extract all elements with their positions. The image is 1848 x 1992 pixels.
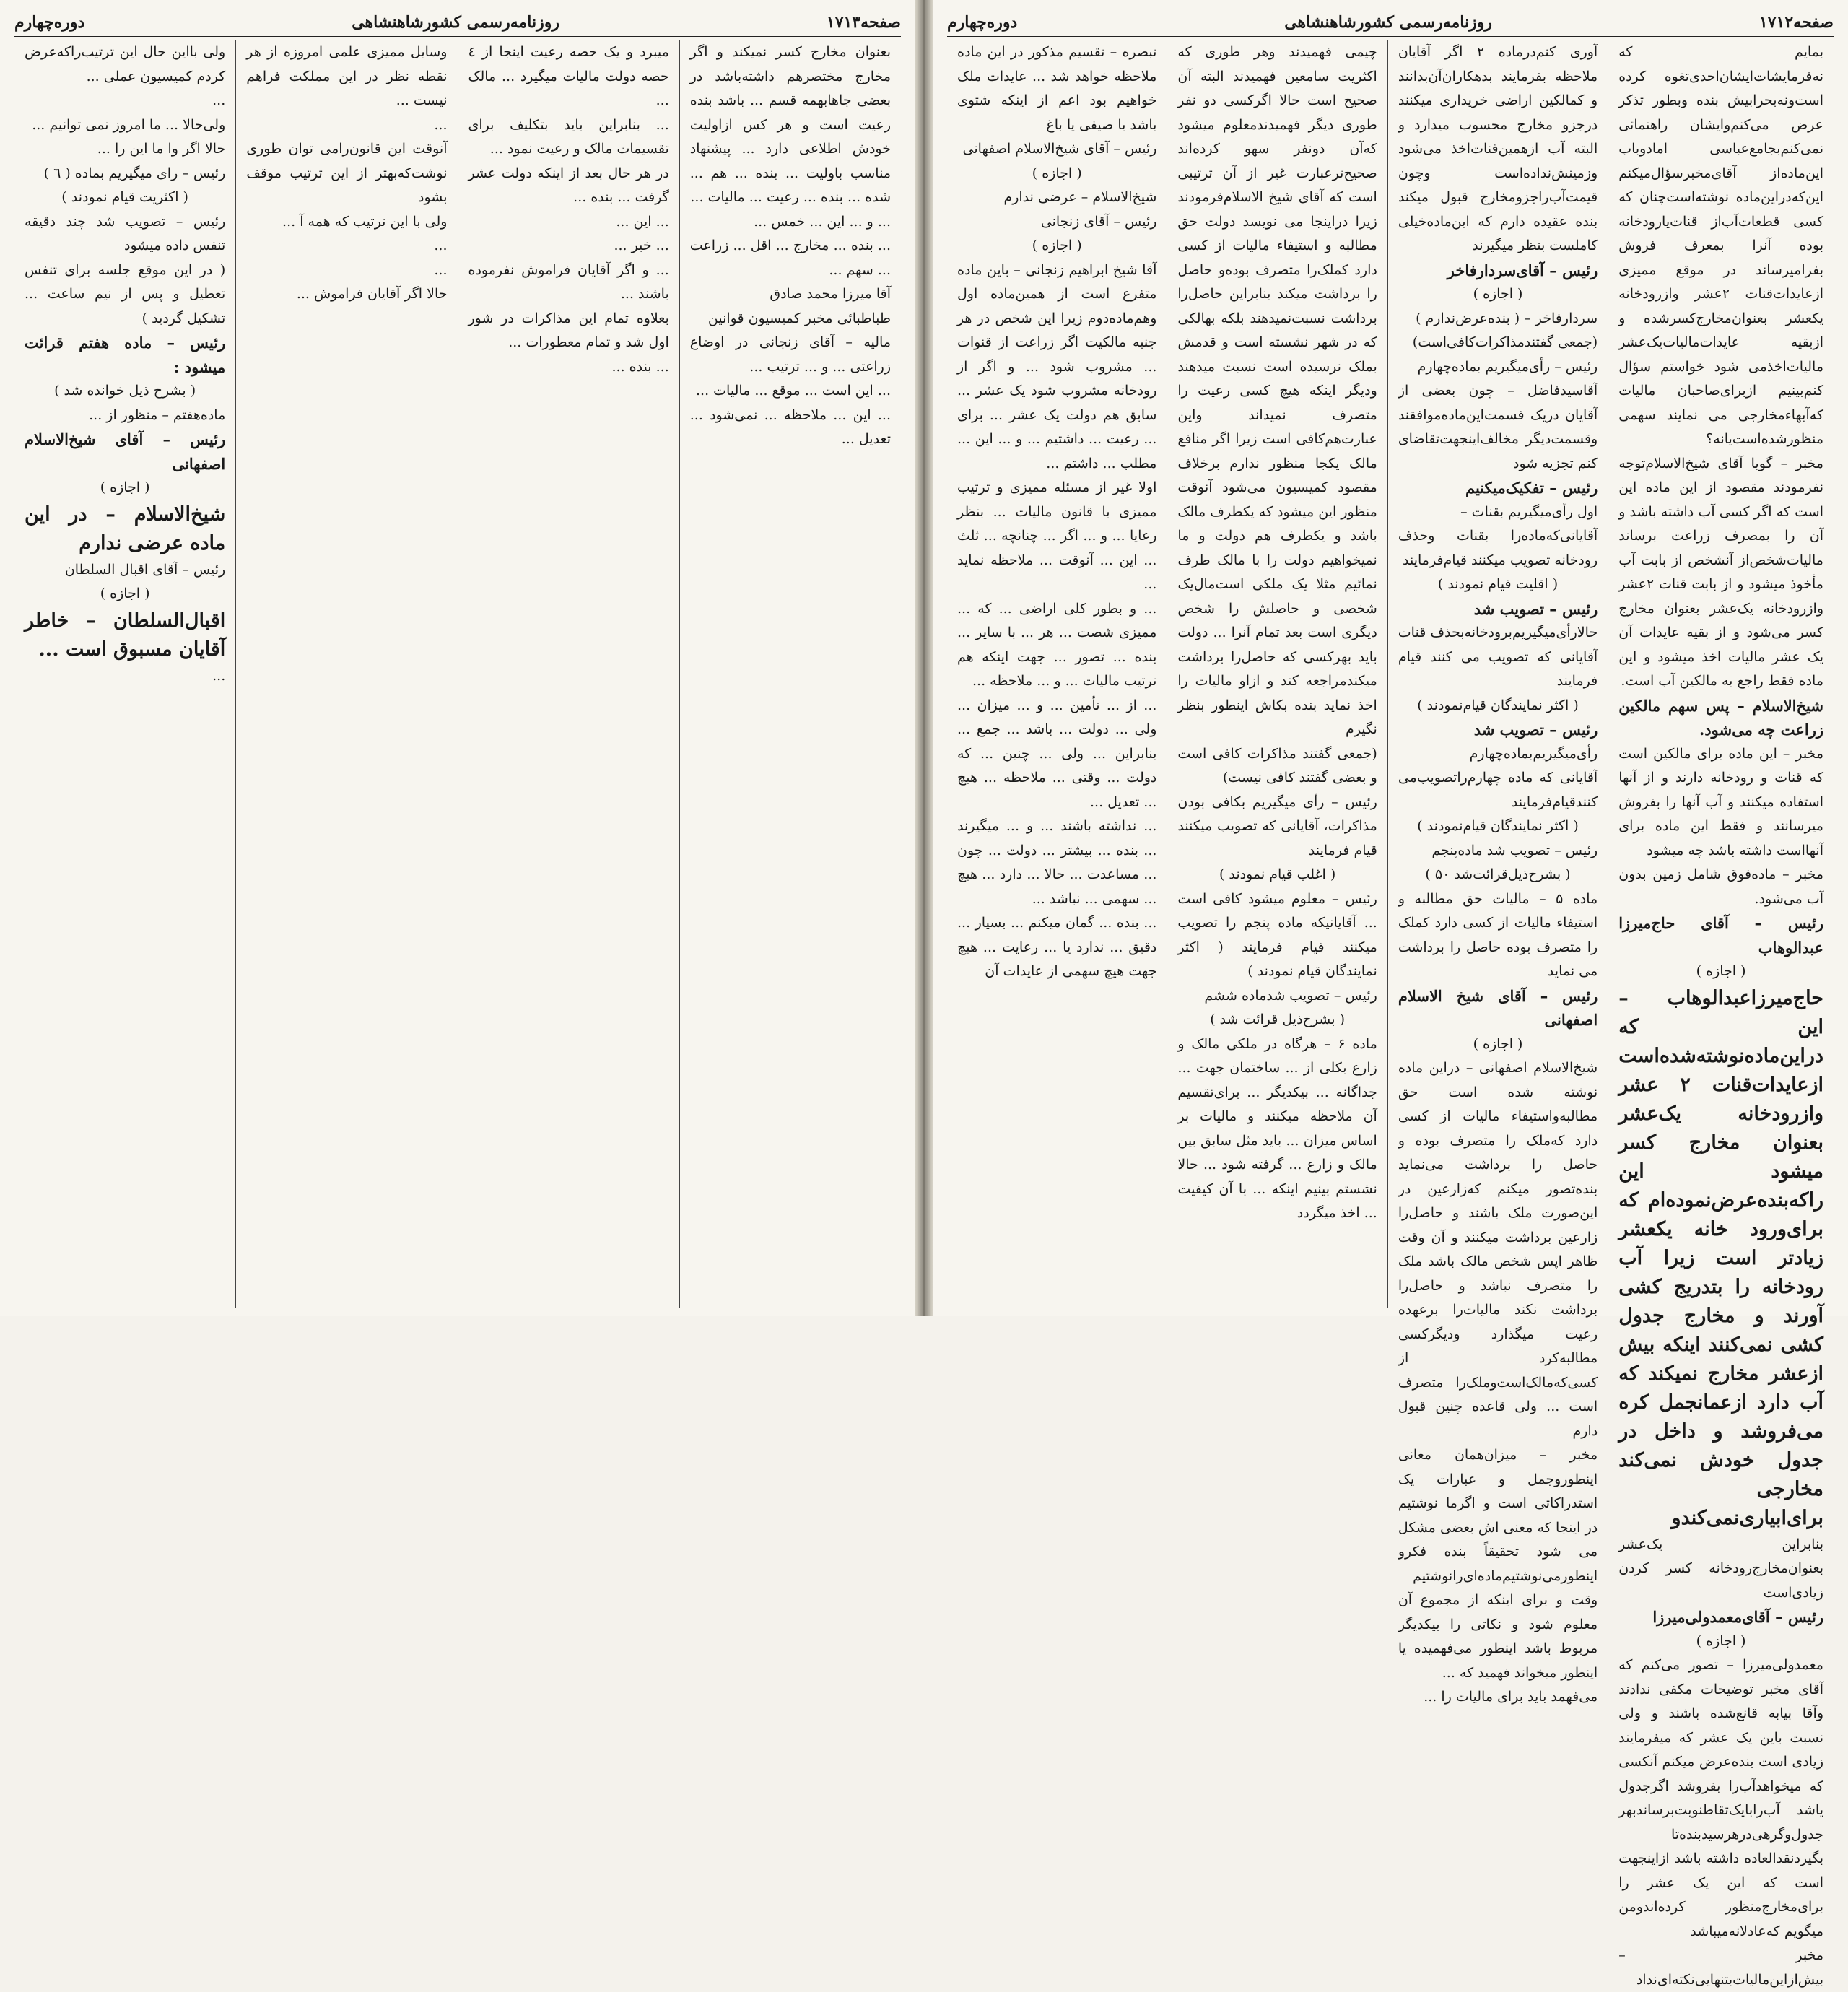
paragraph: ... — [212, 667, 226, 684]
paragraph: رئیس – آقای زنجانی — [1040, 213, 1157, 230]
paragraph: ... از ... تأمین ... و ... میزان ... ولی ... دولت ... باشد ... جمع ... بنابراین ... ولی ... چنین ... که دولت ... وقتی ... ملاحظه ... هیچ ... تعدیل ... — [957, 697, 1157, 810]
paragraph: رئیس – معلوم میشود کافی است ... آقایانیکه ماده پنجم را تصویب میکنند قیام فرمایند ( اکثر نمایندگان قیام نمودند ) — [1177, 890, 1377, 979]
paragraph: اقبال‌السلطان – خاطر آقایان مسبوق است ... — [25, 609, 226, 661]
paragraph: ( اجازه ) — [100, 586, 150, 601]
paragraph: رئیس – تصویب شد‌ماده ششم — [1204, 987, 1377, 1004]
paragraph: آوری کنم‌درماده ۲ اگر آقایان ملاحظه بفرمایند بدهکاران‌آن‌بدانند و کمالکین اراضی خریداری میکنند درجزو مخارج محسوب میدارد و البته آب ازهمین‌قنات‌اخذ می‌شود وزمینش‌نداده‌است وچون قیمت‌آب‌راجزومخارج قبول میکند بنده عقیده دارم که این‌ماده‌خیلی کاملست بنظر میگیرند — [1398, 44, 1598, 253]
paragraph: ... این ... — [616, 213, 669, 230]
right-page — [933, 0, 1848, 1988]
right-page-period: دوره‌چهارم — [947, 13, 1018, 32]
right-column-2 — [1387, 40, 1608, 1705]
paragraph: شیخ‌الاسلام – عرضی ندارم — [1003, 189, 1157, 205]
left-page-period: دوره‌چهارم — [14, 13, 85, 32]
paragraph: ماده‌هفتم – منظور از ... — [89, 406, 226, 423]
paragraph: طباطبائی مخبر کمیسیون قوانین — [707, 310, 891, 326]
paragraph: رئیس – ماده هفتم قرائت میشود : — [25, 334, 226, 376]
paragraph: حالا اگر آقایان فراموش ... — [296, 286, 448, 302]
paragraph: شیخ‌الاسلام اصفهانی – دراین ماده نوشته شده است حق مطالبه‌واستیفاء مالیات از کسی دارد که‌ملک را متصرف بوده و حاصل را برداشت می‌نماید بنده‌تصور میکنم که‌زارعین در این‌صورت ملک باشند و حاصل‌را زارعین برداشت میکنند و آن‌ وقت ظاهر اپس شخص مالک باشد ملک را متصرف نباشد و حاصل‌را ‌برداشت نکند مالیات‌را برعهده‌ ‌رعیت میگذارد ودیگرکسی مطالبه‌کرد از کسی‌که‌مالک‌است‌و‌ملک‌را متصرف است‌ ... ولی قاعده چنین قبول دارم — [1398, 1060, 1598, 1439]
paragraph: ( بشرح ذیل خوانده شد ) — [54, 383, 196, 399]
right-page-columns — [947, 40, 1834, 1988]
paragraph: مخبر – این ماده برای مالکین است که قنات و رودخانه دارند و از آنها استفاده میکنند و آب آنها را بفروش میرسانند و فقط این ماده برای آنهااست داشته باشد چه میشود — [1618, 745, 1823, 858]
left-page-paper-name: روزنامه‌رسمی کشورشاهنشاهی — [352, 13, 559, 32]
paragraph: ( بشرح‌ذیل‌قرائت‌شد ۵۰ ) — [1425, 866, 1571, 882]
paragraph: اول رأی‌میگیریم بقنات – — [1460, 503, 1598, 520]
paragraph: رئیس – رأی‌میگیریم بماده‌چهارم — [1417, 358, 1598, 375]
paragraph: مالیه – آقای زنجانی در اوضاع زراعتی ... و ... ترتیب ... — [689, 334, 891, 375]
paragraph: تبصره – تقسیم مذکور در این ماده ملاحظه خواهد شد ... عایدات ملک خواهیم بود اعم از اینکه شتوی باشد یا صیفی یا باغ — [957, 44, 1157, 133]
paragraph: رئیس – تصویب شد — [1473, 721, 1598, 739]
paragraph: رئیس – آقای شیخ‌الاسلام اصفهانی — [25, 430, 226, 473]
paragraph: ( اجازه ) — [100, 479, 150, 495]
paragraph: رئیس – تصویب شد چند دقیقه تنفس داده میشود — [25, 213, 226, 253]
paragraph: آقایانی‌که‌ماده‌را بقنات وحذف رودخانه تصویب میکنند قیام‌فرمایند — [1398, 528, 1598, 568]
paragraph: ( در این موقع جلسه برای تنفس تعطیل و پس از نیم ساعت ... تشکیل گردید ) — [25, 261, 226, 326]
left-column-2 — [458, 40, 679, 1308]
paragraph: ... و اگر آقایان فراموش نفرموده باشند ... — [468, 261, 669, 302]
book-gutter — [915, 0, 933, 1316]
paragraph: رأی‌میگیریم‌بماده‌چهارم — [1469, 745, 1598, 762]
paragraph: رئیس – آقای‌سردارفاخر — [1447, 261, 1598, 279]
paragraph: بعلاوه تمام این مذاکرات در شور اول شد و تمام معطورات ... — [468, 310, 669, 350]
paragraph: ولی بااین حال این ترتیب‌راکه‌عرض کردم کمیسیون عملی ... — [25, 44, 226, 84]
right-column-4 — [947, 40, 1167, 1308]
paragraph: ... خیر ... — [614, 238, 669, 253]
left-page-columns — [14, 40, 901, 1308]
paragraph: سردارفاخر – ( بنده‌عرض‌ندارم ) — [1416, 310, 1598, 326]
left-page-header — [14, 10, 901, 37]
paragraph: ... — [434, 116, 448, 133]
paragraph: مخبر – گویا آقای شیخ‌الاسلام‌توجه نفرمودند مقصود از این ماده این است که اگر کسی آب داشته باشد و آن را بمصرف زراعت برساند مالیات‌شخص‌از آنشخص از بابت آب مأخوذ میشود و از بابت قنات ۲عشر وازرودخانه یک‌عشر بعنوان مخارج کسر می‌شود و از بقیه عایدات آن یک عشر مالیات اخذ میشود و این ماده فقط راجع به مالکین آب است. — [1618, 455, 1823, 689]
paragraph: ( اجازه ) — [1696, 1632, 1746, 1649]
paragraph: ... بنده ... گمان میکنم ... بسیار ... دقیق ... ندارد یا ... رعایت ... هیچ جهت هیچ سهمی از عایدات آن — [957, 915, 1157, 979]
paragraph: وسایل ممیزی علمی امروزه از هر نقطه نظر در این مملکت فراهم نیست ... — [246, 44, 448, 108]
left-column-1 — [679, 40, 901, 1308]
paragraph: ... و بطور کلی اراضی ... که ... ممیزی شصت ... هر ... با سایر ... بنده ... تصور ... جهت اینکه هم ترتیب مالیات ... و ... ملاحظه ... — [957, 600, 1157, 689]
paragraph: مخبر – ماده‌فوق شامل زمین بدون آب می‌شود. — [1618, 866, 1823, 907]
paragraph: ... بنده ... مخارج ... اقل ... زراعت ... سهم ... — [689, 238, 891, 278]
paragraph: رئیس – آقای شیخ الاسلام اصفهانی — [1398, 986, 1598, 1029]
right-page-paper-name: روزنامه‌رسمی کشورشاهنشاهی — [1284, 13, 1492, 32]
paragraph: ( اجازه ) — [1032, 165, 1082, 181]
paragraph: بنابراین یک‌عشر بعنوان‌مخارج‌رودخانه کسر کردن زیادی‌است — [1618, 1536, 1823, 1601]
paragraph: مخبر – بیش‌ازاین‌مالیات‌بتنهایی‌نکته‌ای‌نداد — [1618, 1947, 1823, 1988]
paragraph: آقا میرزا محمد صادق — [770, 286, 891, 302]
left-column-4 — [14, 40, 235, 1308]
paragraph: بمایم که نه‌فرمایشات‌ایشان‌احدی‌تغوه کرده است‌و‌نه‌بحرابیش بنده وبطور تذکر عرض می‌کنم‌وایشان راهنمائی نمی‌کنم‌بجامع‌عباسی امادوباب این‌ماده‌از آقای‌مخبر‌سؤال‌میکنم این‌که‌دراین‌ماده نوشته‌است‌چنان که کسی قطعات‌آب‌از قنات‌یارودخانه بوده آنرا بمعرف فروش بفرامیرساند در موقع ممیزی ازعایدات‌قنات ۲عشر وازرودخانه یکعشر بعنوان‌مخارج‌کسرشده و ازبقیه عایدات‌مالیات‌یک‌عشر مالیات‌اخذمی شود خواستم سؤال کنم‌بینیم ازبرای‌صاحبان مالیات که‌آبهاءمخارجی می نمایند سهمی منظور‌شده‌است‌یانه؟ — [1618, 44, 1823, 447]
paragraph: چیمی فهمیدند وهر طوری که اکثریت سامعین فهمیدند البته آن صحیح است حالا اگرکسی دو نفر طوری دیگر فهمیدند‌معلوم میشود که‌آن دونفر سهو کرده‌اند صحیح‌ترعبارت غیر از آن ترتیبی است که آقای شیخ ‌الاسلام‌فرمودند زیرا دراینجا می نویسد دولت حق مطالبه و استیفاء مالیات از کسی دارد کملک‌را متصرف بوده‌و حاصل را برداشت میکند بنابراین حاصل‌را برداشت نسبت‌نمیدهند‌ بلکه بهالکی که در شهر نشسته است و قدمش بملک نرسیده است نسبت میدهند ودیگر اینکه هیچ کسی رعیت را متصرف نمیداند واین عبارت‌هم‌کافی است زیرا اگر منافع مالک یکجا منظور ندارم برخلاف مقصود کمیسیون می‌شود آنوقت منظور این میشود که یکطرف مالک باشد و یکطرف هم دولت و ما نمیخواهیم دولت را با مالک طرف نمائیم مثلا یک ملکی است‌مال‌یک شخصی و حاصلش را شخص دیگری است بعد تمام‌ آنرا ... دولت باید بهرکسی که حاصل‌را برداشت میکندمراجعه کند و ازاو مالیات را اخذ نماید بنده بکاش اینطور بنظر نگیرم — [1177, 44, 1377, 737]
paragraph: ماده ۵ – مالیات حق مطالبه و استیفاء مالیات از کسی دارد کملک را متصرف بوده حاصل را برداشت می نماید — [1398, 890, 1598, 979]
paragraph: ... نداشته باشند ... و ... میگیرند ... بنده ... بیشتر ... دولت ... چون ... مساعدت ... حالا ... دارد ... هیچ ... سهمی ... نباشد ... — [957, 818, 1157, 907]
paragraph: ( اکثر نمایندگان قیام‌نمودند ) — [1417, 818, 1579, 834]
paragraph: رئیس – رأی میگیریم بکافی بودن مذاکرات، آقایانی که تصویب میکنند قیام فرمایند — [1177, 793, 1377, 858]
paragraph: بعنوان مخارج کسر نمیکند و اگر مخارج مختصرهم داشته‌باشد در بعضی جاهابهمه قسم ... باشد بنده رعیت است و هر کس ازاولیت خودش اطلاعی دارد ... پیشنهاد مناسب باولیت ... بنده ... هم ... شده ... بنده ... رعیت ... مالیات ... — [689, 44, 891, 205]
paragraph: حاج‌میرزا‌عبدالوهاب – این که دراین‌ماده‌نوشته‌شده‌است ازعایدات‌قنات ۲ عشر وازرودخانه یک‌عشر بعنوان مخارج کسر میشود این راکه‌بنده‌عرض‌نموده‌ام که برای‌ورود خانه یکعشر زیادتر است زیرا آب رودخانه را بتدریج کشی آورند و مخارج جدول کشی نمی‌کنند اینکه بیش ازعشر مخارج نمیکند که آب دارد ازعمانجمل کره می‌فروشد و داخل در جدول خودش نمی‌کند مخارجی برای‌ابیاری‌نمی‌کند‌و — [1618, 986, 1823, 1529]
paragraph: ( اکثر نمایندگان قیام‌نمودند ) — [1417, 697, 1579, 713]
right-page-number: صفحه۱۷۱۲ — [1758, 13, 1834, 32]
paragraph: ... — [212, 92, 226, 108]
paragraph: ... این ... ملاحظه ... نمی‌شود ... تعدیل ... — [689, 406, 891, 447]
left-column-3 — [235, 40, 457, 1308]
paragraph: رئیس – آقای شیخ‌الاسلام اصفهانی — [962, 141, 1157, 157]
paragraph: حالا اگر وا ما این را ... — [97, 141, 226, 157]
paragraph: حالارأی‌میگیریم‌برود‌خانه‌بحذف قنات آقایانی که تصویب می کنند قیام فرمایند — [1398, 625, 1598, 689]
paragraph: رئیس – آقای حاج‌میرزا عبدالوهاب — [1618, 914, 1823, 957]
left-page-number: صفحه۱۷۱۳ — [826, 13, 901, 32]
paragraph: ماده ۶ – هرگاه در ملکی مالک و زارع بکلی از ... ساختمان جهت ... جداگانه ... بیکدیگر ... برای‌تقسیم آن ملاحظه میکنند و مالیات بر اساس میزان ... باید مثل سابق بین مالک و زارع ... گرفته شود ... حالا نشستم بینیم اینکه ... با آن کیفیت ... اخذ میگردد — [1177, 1035, 1377, 1221]
paragraph: آنوقت این قانون‌رامی توان طوری نوشت‌که‌بهتر از این ترتیب موقف بشود — [246, 141, 448, 205]
paragraph: میبرد و یک حصه رعیت اینجا از ٤ حصه دولت مالیات میگیرد ... مالک ... — [468, 44, 669, 108]
paragraph: ولی‌حالا ... ما امروز نمی توانیم ... — [32, 116, 226, 133]
paragraph: رئیس – تصویب شد ماده‌پنجم — [1431, 842, 1598, 858]
left-page — [0, 0, 915, 1316]
right-column-3 — [1167, 40, 1387, 1308]
paragraph: در هر حال بعد از اینکه دولت عشر گرفت ... بنده ... — [468, 165, 669, 205]
paragraph: رئیس – آقای‌معمدولی‌میرزا — [1652, 1608, 1823, 1626]
paragraph: ( بشرح‌ذیل قرائت شد ) — [1210, 1012, 1345, 1027]
paragraph: اولا غیر از مسئله ممیزی و ترتیب ممیزی با قانون مالیات ... بنظر رعایا ... و ... اگر ... چنانچه ... ثلث ... این ... آنوقت ... ملاحظه نماید ... — [957, 479, 1157, 592]
paragraph: ( اجازه ) — [1696, 963, 1746, 979]
paragraph: شیخ‌الاسلام – پس سهم مالکین زراعت چه می‌شود. — [1618, 696, 1823, 739]
paragraph: می‌فهمد باید برای‌ مالیات‌ را ... — [1424, 1689, 1598, 1705]
paragraph: ( اجازه ) — [1473, 286, 1523, 302]
paragraph: معمدولی‌میرزا – تصور می‌کنم که آقای مخبر توضیحات مکفی ندادند وآقا بیابه قانع‌شده باشند و ولی نسبت باین یک عشر که میفرمایند زیادی است بنده‌عرض میکنم آنکسی که میخواهدآب‌را بفروشد اگرجدول یا‌شد آب‌رابایک‌تقاطنوبت‌برساندبهر جدول‌وگرهی‌درهرسید‌بنده‌تا بگیرد‌نقدالعاده داشته باشد ازاینجهت است که این یک عشر را برای‌مخارج‌منظور کرده‌اند‌ومن میگویم که‌عادلانه‌میباشد — [1618, 1657, 1823, 1939]
paragraph: ... — [434, 261, 448, 278]
paragraph: ... این است ... موقع ... مالیات ... — [696, 383, 891, 399]
paragraph: ( اجازه ) — [1473, 1035, 1523, 1052]
paragraph: ( اکثریت قیام نمودند ) — [61, 189, 188, 205]
paragraph: ... بنده ... — [611, 358, 669, 375]
paragraph: شیخ‌الاسلام – در این ماده عرضی ندارم — [25, 503, 226, 554]
paragraph: ( اغلب قیام نمودند ) — [1219, 866, 1336, 882]
paragraph: آقا‌سید‌فاضل – چون بعضی از آقایان دریک قسمت‌این‌ماده‌موافقند وقسمت‌دیگر مخالف‌اینجهت‌تقاضا‌ی کنم تجزیه شود — [1398, 383, 1598, 471]
right-page-header — [947, 10, 1834, 37]
paragraph: ( اجازه ) — [1032, 238, 1082, 253]
paragraph: ولی با این ترتیب که همه آ ... — [282, 213, 448, 230]
paragraph: رئیس – آقای اقبال السلطان — [64, 561, 226, 578]
paragraph: رئیس – تفکیک‌میکنیم — [1465, 479, 1598, 497]
paragraph: آقا شیخ ابراهیم زنجانی – باین ماده متفرع است از همین‌ماده اول وهم‌ماده‌دوم زیرا این شخص در هر جنبه مالکیت اگر زراعت از قنوات ... مشروب شود ... و اگر از رودخانه مشروب شود یک عشر ... سابق هم دولت یک عشر ... برای ... رعیت ... داشتیم ... و ... این ... مطلب ... داشتم ... — [957, 261, 1157, 471]
paragraph: مخبر – میزان‌همان معانی اینطوروجمل و عبارات یک استدراکاتی است و اگرما نوشتیم در اینجا که معنی اش بعضی مشکل می شود تحقیقاً بنده فکرو اینطور‌می‌نوشتیم‌ماده‌ای‌را‌نوشتیم وقت‌ و برای اینکه از مجموع‌ آن‌ معلوم‌ شود و نکاتی را بیکدیگر مربوط باشد اینطور می‌فهمیده یا اینطور میخواند فهمید که ... — [1398, 1447, 1598, 1681]
paragraph: آقایانی که ماده چهارم‌را‌تصویب‌می کنندقیام‌فرمایند — [1398, 770, 1598, 810]
paragraph: ... — [434, 238, 448, 253]
paragraph: ... و ... این ... خمس ... — [754, 213, 891, 230]
paragraph: (جمعی گفتند‌مذاکرات‌کافی‌است) — [1412, 334, 1598, 350]
paragraph: (جمعی گفتند مذاکرات کافی است و بعضی گفتند کافی نیست) — [1177, 745, 1377, 786]
right-column-1 — [1608, 40, 1834, 1988]
paragraph: ... بنابراین باید بتکلیف برای تقسیمات مالک و رعیت نمود ... — [468, 116, 669, 157]
paragraph: ( اقلیت قیام نمودند ) — [1437, 576, 1559, 592]
paragraph: رئیس – رای میگیریم بماده ( ٦ ) — [43, 165, 226, 181]
paragraph: رئیس – تصویب شد — [1473, 599, 1598, 618]
